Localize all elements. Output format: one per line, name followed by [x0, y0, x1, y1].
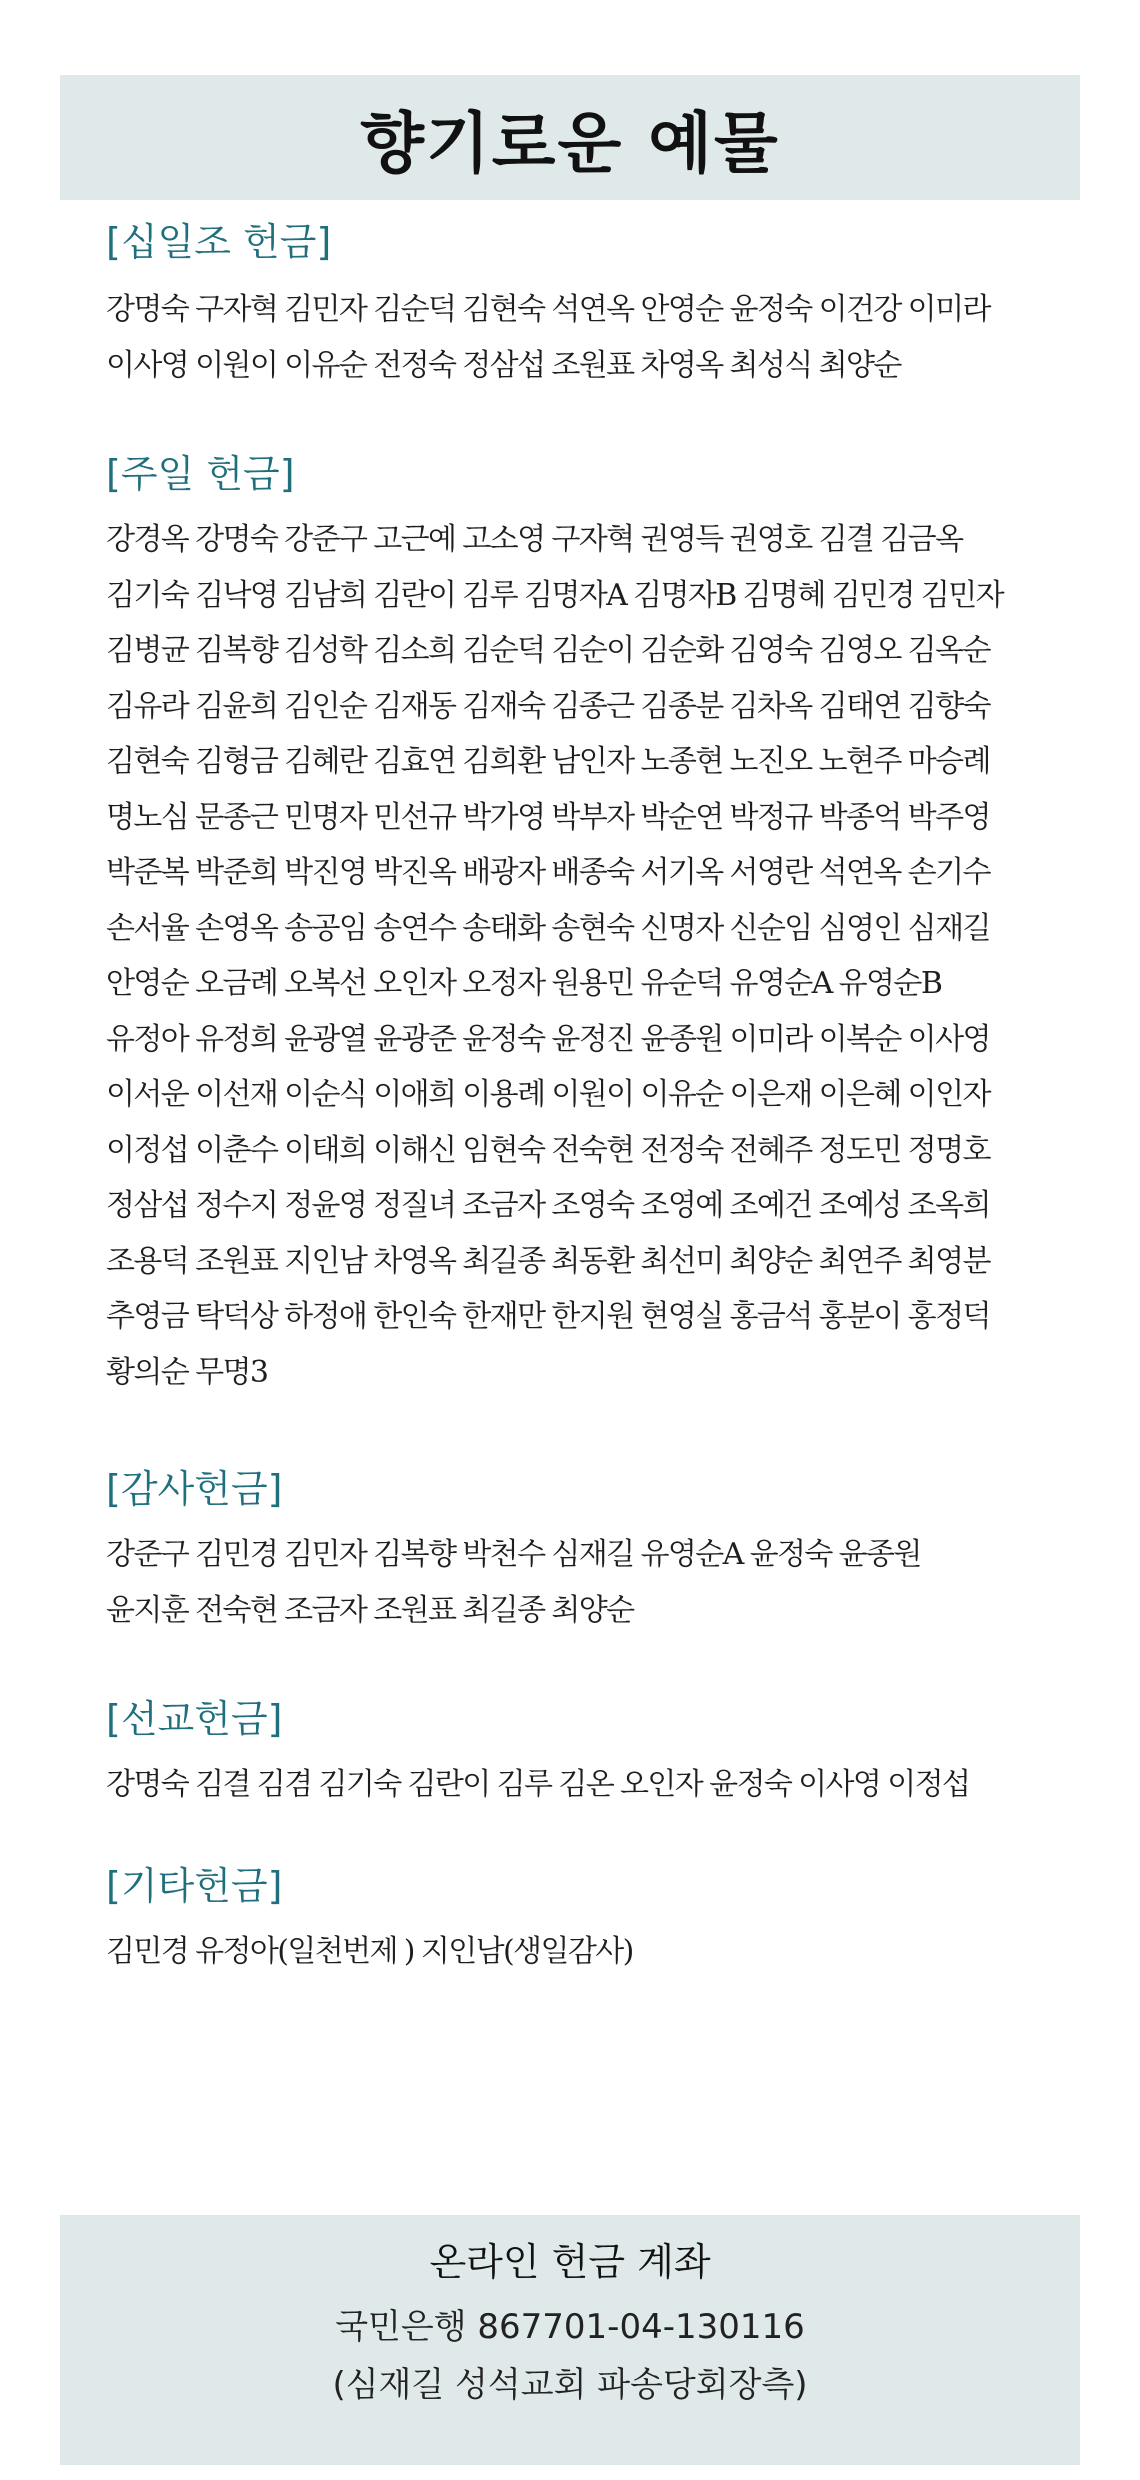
sunday-section: [106, 450, 1066, 1400]
sunday-line: 안영순 오금례 오복선 오인자 오정자 원용민 유순덕 유영순A 유영순B: [106, 966, 942, 1001]
sunday-line: 손서율 손영옥 송공임 송연수 송태화 송현숙 신명자 신순임 심영인 심재길: [106, 910, 990, 946]
mission-section: [106, 1695, 1066, 1813]
other-name-list: [106, 1924, 1066, 1980]
tithe-line: 이사영 이원이 이유순 전정숙 정삼섭 조원표 차영옥 최성식 최양순: [106, 348, 901, 383]
sunday-line: 김유라 김윤희 김인순 김재동 김재숙 김종근 김종분 김차옥 김태연 김향숙: [106, 688, 990, 724]
thanks-name-list: [106, 1527, 1066, 1639]
sunday-heading: [주일 헌금]: [106, 452, 295, 496]
thanks-heading: [감사헌금]: [106, 1467, 283, 1511]
sunday-line: 김현숙 김형금 김혜란 김효연 김희환 남인자 노종현 노진오 노현주 마승례: [106, 744, 990, 779]
sunday-line: 김병균 김복향 김성학 김소희 김순덕 김순이 김순화 김영숙 김영오 김옥순: [106, 633, 990, 668]
tithe-line: 강명숙 구자혁 김민자 김순덕 김현숙 석연옥 안영순 윤정숙 이건강 이미라: [106, 292, 990, 327]
mission-line: 강명숙 김결 김겸 김기숙 김란이 김루 김온 오인자 윤정숙 이사영 이정섭: [106, 1767, 970, 1802]
tithe-name-list: [106, 282, 1066, 394]
online-account-box: [60, 2215, 1080, 2465]
sunday-line: 명노심 문종근 민명자 민선규 박가영 박부자 박순연 박정규 박종억 박주영: [106, 799, 990, 835]
sunday-line: 조용덕 조원표 지인남 차영옥 최길종 최동환 최선미 최양순 최연주 최영분: [106, 1243, 990, 1279]
thanks-line: 윤지훈 전숙현 조금자 조원표 최길종 최양순: [106, 1593, 634, 1628]
sunday-line: 강경옥 강명숙 강준구 고근예 고소영 구자혁 권영득 권영호 김결 김금옥: [106, 522, 963, 557]
sunday-line: 이정섭 이춘수 이태희 이해신 임현숙 전숙현 전정숙 전혜주 정도민 정명호: [106, 1132, 990, 1168]
sunday-name-list: [106, 512, 1066, 1400]
thanks-section: [106, 1465, 1066, 1639]
sunday-line: 황의순 무명3: [106, 1354, 268, 1390]
bank-account-number: 국민은행 867701-04-130116: [335, 2307, 805, 2347]
thanks-line: 강준구 김민경 김민자 김복향 박천수 심재길 유영순A 윤정숙 윤종원: [106, 1537, 921, 1572]
title-banner: [60, 75, 1080, 200]
other-line: 김민경 유정아(일천번제 ) 지인남(생일감사): [106, 1934, 633, 1969]
mission-heading: [선교헌금]: [106, 1697, 283, 1741]
online-account-title: 온라인 헌금 계좌: [429, 2240, 711, 2284]
tithe-section: [106, 218, 1066, 394]
sunday-line: 유정아 유정희 윤광열 윤광준 윤정숙 윤정진 윤종원 이미라 이복순 이사영: [106, 1021, 990, 1057]
sunday-line: 정삼섭 정수지 정윤영 정질녀 조금자 조영숙 조영예 조예건 조예성 조옥희: [106, 1188, 990, 1223]
sunday-line: 이서운 이선재 이순식 이애희 이용례 이원이 이유순 이은재 이은혜 이인자: [106, 1077, 990, 1112]
other-heading: [기타헌금]: [106, 1864, 283, 1908]
mission-name-list: [106, 1757, 1066, 1813]
sunday-line: 추영금 탁덕상 하정애 한인숙 한재만 한지원 현영실 홍금석 홍분이 홍정덕: [106, 1299, 990, 1334]
page-title: 향기로운 예물: [360, 105, 780, 182]
other-section: [106, 1862, 1066, 1980]
tithe-heading: [십일조 헌금]: [106, 220, 332, 264]
account-holder: (심재길 성석교회 파송당회장측): [332, 2365, 808, 2405]
sunday-line: 김기숙 김낙영 김남희 김란이 김루 김명자A 김명자B 김명혜 김민경 김민자: [106, 577, 1003, 613]
sunday-line: 박준복 박준희 박진영 박진옥 배광자 배종숙 서기옥 서영란 석연옥 손기수: [106, 855, 990, 890]
